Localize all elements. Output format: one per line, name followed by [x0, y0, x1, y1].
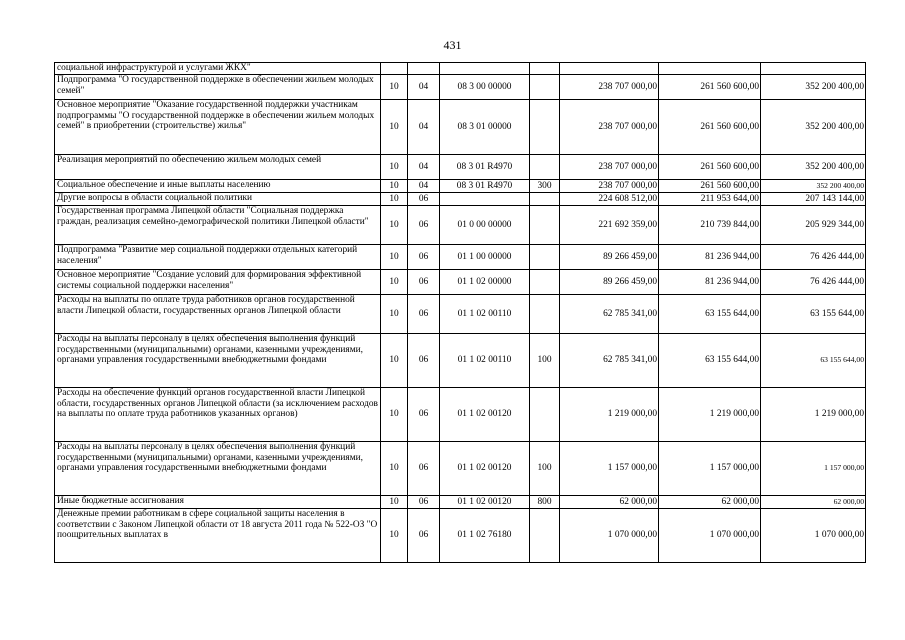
cell-sum-year-3: 1 157 000,00: [761, 442, 866, 496]
cell-target-article: 08 3 01 R4970: [440, 155, 530, 180]
cell-section: [381, 63, 408, 75]
cell-sum-year-1: 238 707 000,00: [560, 75, 659, 100]
cell-sum-year-3: 63 155 644,00: [761, 334, 866, 388]
cell-sum-year-3: 352 200 400,00: [761, 100, 866, 155]
cell-subsection: 06: [408, 295, 440, 334]
cell-subsection: 04: [408, 180, 440, 193]
cell-sum-year-2: 261 560 600,00: [659, 100, 761, 155]
cell-sum-year-1: 224 608 512,00: [560, 193, 659, 206]
cell-sum-year-2: 210 739 844,00: [659, 206, 761, 245]
table-row: [55, 180, 866, 193]
cell-section: 10: [381, 206, 408, 245]
cell-sum-year-1: 238 707 000,00: [560, 100, 659, 155]
cell-sum-year-3: 207 143 144,00: [761, 193, 866, 206]
cell-sum-year-3: 76 426 444,00: [761, 270, 866, 295]
cell-sum-year-3: [761, 63, 866, 75]
cell-sum-year-2: 1 157 000,00: [659, 442, 761, 496]
table-row: [55, 155, 866, 180]
cell-target-article: 01 1 02 00120: [440, 388, 530, 442]
table-row: [55, 442, 866, 496]
cell-section: 10: [381, 270, 408, 295]
cell-target-article: 01 1 02 00110: [440, 295, 530, 334]
table-row: [55, 388, 866, 442]
cell-section: 10: [381, 388, 408, 442]
cell-expense-type: [530, 193, 560, 206]
table-row: [55, 270, 866, 295]
cell-expense-type: [530, 155, 560, 180]
cell-expense-type: [530, 245, 560, 270]
cell-section: 10: [381, 442, 408, 496]
cell-sum-year-2: [659, 63, 761, 75]
cell-sum-year-2: 81 236 944,00: [659, 245, 761, 270]
table-body: [55, 63, 866, 563]
cell-name: Государственная программа Липецкой области "Социальная поддержка граждан, реализация семейно-демографической политики Липецкой области": [55, 206, 381, 245]
cell-name: Социальное обеспечение и иные выплаты населению: [55, 180, 381, 193]
cell-expense-type: [530, 509, 560, 563]
cell-name: Подпрограмма "О государственной поддержке в обеспечении жильем молодых семей": [55, 75, 381, 100]
table-row: [55, 295, 866, 334]
cell-name: Подпрограмма "Развитие мер социальной поддержки отдельных категорий населения": [55, 245, 381, 270]
table-row: [55, 100, 866, 155]
cell-subsection: 06: [408, 245, 440, 270]
cell-sum-year-1: 62 785 341,00: [560, 334, 659, 388]
table-row: [55, 206, 866, 245]
cell-subsection: 06: [408, 496, 440, 509]
cell-sum-year-2: 1 219 000,00: [659, 388, 761, 442]
cell-subsection: 06: [408, 334, 440, 388]
cell-sum-year-3: 1 070 000,00: [761, 509, 866, 563]
cell-expense-type: [530, 388, 560, 442]
cell-section: 10: [381, 295, 408, 334]
cell-sum-year-3: 352 200 400,00: [761, 180, 866, 193]
cell-sum-year-1: 62 000,00: [560, 496, 659, 509]
cell-target-article: 01 1 02 00120: [440, 442, 530, 496]
cell-target-article: 08 3 01 00000: [440, 100, 530, 155]
table-row: [55, 245, 866, 270]
cell-target-article: [440, 63, 530, 75]
cell-subsection: 06: [408, 509, 440, 563]
cell-name: Другие вопросы в области социальной политики: [55, 193, 381, 206]
cell-sum-year-3: 205 929 344,00: [761, 206, 866, 245]
cell-section: 10: [381, 245, 408, 270]
cell-name: социальной инфраструктурой и услугами ЖКХ": [55, 63, 381, 75]
cell-target-article: 01 0 00 00000: [440, 206, 530, 245]
cell-name: Расходы на выплаты персоналу в целях обеспечения выполнения функций государственными (муниципальными) органами, казенными учреждениями, органами управления государственными внебюджетными фондами: [55, 334, 381, 388]
table-row: [55, 496, 866, 509]
cell-sum-year-2: 63 155 644,00: [659, 295, 761, 334]
cell-sum-year-1: 62 785 341,00: [560, 295, 659, 334]
cell-section: 10: [381, 193, 408, 206]
cell-expense-type: [530, 270, 560, 295]
cell-name: Расходы на обеспечение функций органов государственной власти Липецкой области, государственных органов Липецкой области (за исключением расходов на выплаты по оплате труда работников указанных органов): [55, 388, 381, 442]
cell-sum-year-1: 89 266 459,00: [560, 245, 659, 270]
cell-subsection: 06: [408, 388, 440, 442]
cell-sum-year-1: 221 692 359,00: [560, 206, 659, 245]
cell-name: Иные бюджетные ассигнования: [55, 496, 381, 509]
cell-section: 10: [381, 334, 408, 388]
cell-expense-type: [530, 295, 560, 334]
cell-section: 10: [381, 155, 408, 180]
cell-sum-year-1: [560, 63, 659, 75]
cell-sum-year-2: 261 560 600,00: [659, 155, 761, 180]
cell-sum-year-2: 211 953 644,00: [659, 193, 761, 206]
table-row: [55, 334, 866, 388]
cell-sum-year-3: 62 000,00: [761, 496, 866, 509]
cell-sum-year-3: 352 200 400,00: [761, 155, 866, 180]
cell-target-article: 01 1 00 00000: [440, 245, 530, 270]
table-row: [55, 509, 866, 563]
cell-sum-year-2: 1 070 000,00: [659, 509, 761, 563]
cell-section: 10: [381, 496, 408, 509]
table-row: [55, 75, 866, 100]
cell-name: Денежные премии работникам в сфере социальной защиты населения в соответствии с Законом Липецкой области от 18 августа 2011 года № 522-ОЗ "О поощрительных выплатах в: [55, 509, 381, 563]
cell-target-article: 01 1 02 76180: [440, 509, 530, 563]
cell-name: Расходы на выплаты по оплате труда работников органов государственной власти Липецкой области, государственных органов Липецкой области: [55, 295, 381, 334]
cell-subsection: 04: [408, 155, 440, 180]
cell-expense-type: 800: [530, 496, 560, 509]
cell-sum-year-2: 62 000,00: [659, 496, 761, 509]
cell-target-article: 08 3 01 R4970: [440, 180, 530, 193]
cell-name: Основное мероприятие "Создание условий для формирования эффективной системы социальной поддержки населения": [55, 270, 381, 295]
cell-target-article: 01 1 02 00000: [440, 270, 530, 295]
cell-sum-year-1: 238 707 000,00: [560, 180, 659, 193]
cell-name: Расходы на выплаты персоналу в целях обеспечения выполнения функций государственными (муниципальными) органами, казенными учреждениями, органами управления государственными внебюджетными фондами: [55, 442, 381, 496]
budget-table: [54, 62, 866, 563]
cell-target-article: 08 3 00 00000: [440, 75, 530, 100]
cell-sum-year-2: 261 560 600,00: [659, 75, 761, 100]
cell-name: Основное мероприятие "Оказание государственной поддержки участникам подпрограммы "О государственной поддержке в обеспечении жильем молодых семей" в приобретении (строительстве) жилья": [55, 100, 381, 155]
cell-subsection: [408, 63, 440, 75]
cell-target-article: 01 1 02 00110: [440, 334, 530, 388]
cell-sum-year-2: 81 236 944,00: [659, 270, 761, 295]
cell-subsection: 04: [408, 100, 440, 155]
cell-sum-year-3: 76 426 444,00: [761, 245, 866, 270]
cell-sum-year-1: 1 157 000,00: [560, 442, 659, 496]
cell-sum-year-1: 1 219 000,00: [560, 388, 659, 442]
cell-subsection: 06: [408, 270, 440, 295]
cell-section: 10: [381, 180, 408, 193]
cell-sum-year-1: 238 707 000,00: [560, 155, 659, 180]
table-row: [55, 193, 866, 206]
cell-target-article: [440, 193, 530, 206]
cell-sum-year-2: 63 155 644,00: [659, 334, 761, 388]
cell-expense-type: 100: [530, 334, 560, 388]
cell-expense-type: [530, 206, 560, 245]
cell-sum-year-3: 1 219 000,00: [761, 388, 866, 442]
cell-expense-type: [530, 100, 560, 155]
cell-subsection: 06: [408, 206, 440, 245]
cell-expense-type: [530, 63, 560, 75]
cell-subsection: 06: [408, 193, 440, 206]
cell-sum-year-3: 352 200 400,00: [761, 75, 866, 100]
cell-name: Реализация мероприятий по обеспечению жильем молодых семей: [55, 155, 381, 180]
cell-sum-year-3: 63 155 644,00: [761, 295, 866, 334]
cell-section: 10: [381, 509, 408, 563]
cell-section: 10: [381, 75, 408, 100]
cell-subsection: 06: [408, 442, 440, 496]
cell-subsection: 04: [408, 75, 440, 100]
cell-sum-year-1: 89 266 459,00: [560, 270, 659, 295]
cell-expense-type: [530, 75, 560, 100]
page-number: 431: [443, 38, 462, 52]
cell-sum-year-1: 1 070 000,00: [560, 509, 659, 563]
table-row: [55, 63, 866, 75]
cell-expense-type: 100: [530, 442, 560, 496]
cell-sum-year-2: 261 560 600,00: [659, 180, 761, 193]
cell-section: 10: [381, 100, 408, 155]
cell-expense-type: 300: [530, 180, 560, 193]
cell-target-article: 01 1 02 00120: [440, 496, 530, 509]
